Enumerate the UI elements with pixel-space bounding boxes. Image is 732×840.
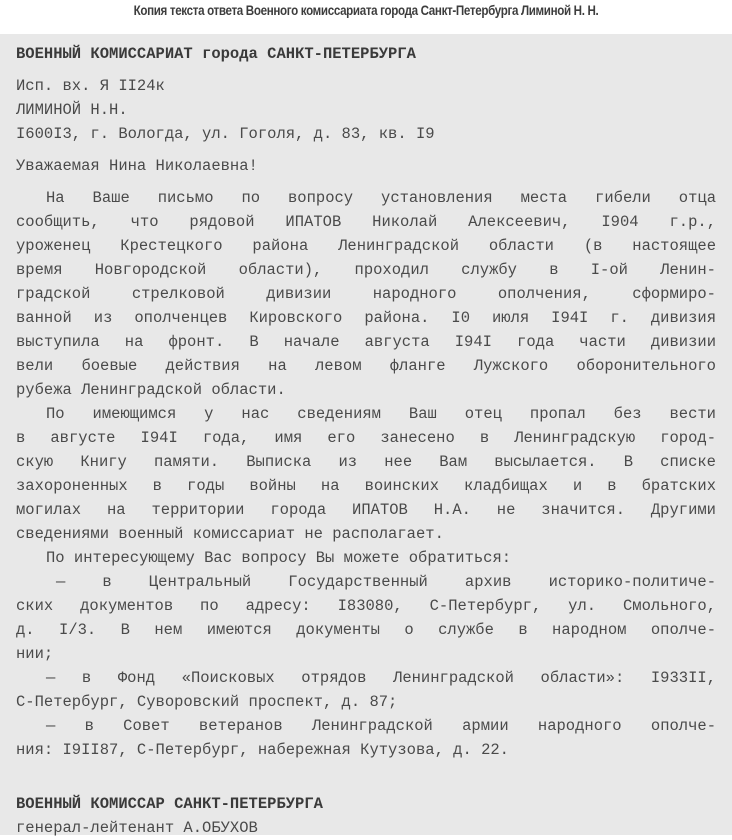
addressee-name: ЛИМИНОЙ Н.Н. [16, 101, 128, 119]
letter-sheet [0, 34, 732, 835]
reference-number: Исп. вх. Я II24к [16, 77, 165, 95]
paragraph-1 [16, 186, 716, 402]
paragraph-line: могилах на территории города ИПАТОВ Н.А. не значится. Другими [16, 501, 716, 519]
contact-line: ских документов по адресу: I83080, С-Петербург, ул. Смольного, [16, 597, 716, 615]
contact-line: — в Совет ветеранов Ленинградской армии народного ополче- [46, 717, 716, 735]
contact-line: д. I/3. В нем имеются документы о службе в народном ополче- [16, 621, 716, 639]
paragraph-line: На Ваше письмо по вопросу установления места гибели отца [46, 189, 716, 207]
paragraph-line: сообщить, что рядовой ИПАТОВ Николай Алексеевич, I904 г.р., [16, 213, 716, 231]
signature-name: генерал-лейтенант А.ОБУХОВ [16, 819, 258, 837]
contact-list [16, 570, 716, 762]
paragraph-line: выступила на фронт. В начале августа I94I года части дивизии [16, 333, 716, 351]
contact-line: С-Петербург, Суворовский проспект, д. 87; [16, 693, 398, 711]
document-caption: Копия текста ответа Военного комиссариата города Санкт-Петербурга Лиминой Н. Н. [133, 3, 599, 18]
paragraph-line: уроженец Крестецкого района Ленинградской области (в настоящее [16, 237, 716, 255]
paragraph-line: рубежа Ленинградской области. [16, 381, 286, 399]
contact-search-fund [16, 666, 716, 714]
letterhead: ВОЕННЫЙ КОМИССАРИАТ города САНКТ-ПЕТЕРБУРГА [16, 45, 416, 63]
contact-veterans-council [16, 714, 716, 762]
salutation: Уважаемая Нина Николаевна! [16, 157, 258, 175]
paragraph-3-intro: По интересующему Вас вопросу Вы можете обратиться: [46, 549, 512, 567]
paragraph-line: в августе I94I года, имя его занесено в Ленинградскую город- [16, 429, 716, 447]
contact-line: ния: I9II87, С-Петербург, набережная Кутузова, д. 22. [16, 741, 509, 759]
paragraph-line: градской стрелковой дивизии народного ополчения, сформиро- [16, 285, 716, 303]
contact-archive [16, 570, 716, 666]
contact-line: — в Фонд «Поисковых отрядов Ленинградской области»: I933II, [46, 669, 716, 687]
paragraph-line: скую Книгу памяти. Выписка из нее Вам высылается. В списке [16, 453, 716, 471]
signature-title: ВОЕННЫЙ КОМИССАР САНКТ-ПЕТЕРБУРГА [16, 795, 323, 813]
paragraph-line: вели боевые действия на левом фланге Лужского оборонительного [16, 357, 716, 375]
contact-line: — в Центральный Государственный архив историко-политиче- [56, 573, 716, 591]
paragraph-line: захороненных в годы войны на воинских кладбищах и в братских [16, 477, 716, 495]
paragraph-line: ванной из ополченцев Кировского района. I0 июля I94I г. дивизия [16, 309, 716, 327]
paragraph-line: сведениями военный комиссариат не располагает. [16, 525, 444, 543]
paragraph-line: время Новгородской области), проходил службу в I-ой Ленин- [16, 261, 716, 279]
paragraph-line: По имеющимся у нас сведениям Ваш отец пропал без вести [46, 405, 716, 423]
addressee-address: I600I3, г. Вологда, ул. Гоголя, д. 83, кв. I9 [16, 125, 435, 143]
paragraph-2 [16, 402, 716, 546]
contact-line: нии; [16, 645, 54, 663]
